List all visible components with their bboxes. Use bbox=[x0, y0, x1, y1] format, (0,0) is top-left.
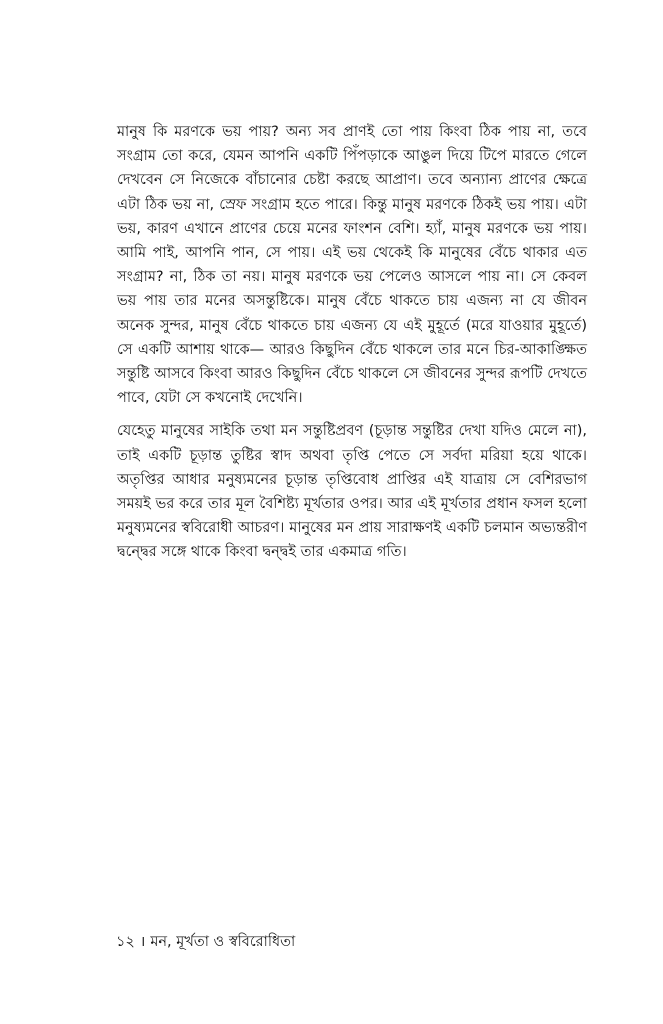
paragraph-2: যেহেতু মানুষের সাইকি তথা মন সন্তুষ্টিপ্রবণ (চূড়ান্ত সন্তুষ্টির দেখা যদিও মেলে না), তাই একটি চূড়ান্ত তুষ্টির স্বাদ অথবা তৃপ্তি পেতে সে সর্বদা মরিয়া হয়ে থাকে। অতৃপ্তির আধার মনুষ্যমনের চূড়ান্ত তৃপ্তিবোধ প্রাপ্তির এই যাত্রায় সে বেশিরভাগ সময়ই ভর করে তার মূল বৈশিষ্ট্য মূর্খতার ওপর। আর এই মূর্খতার প্রধান ফসল হলো মনুষ্যমনের স্ববিরোধী আচরণ। মানুষের মন প্রায় সারাক্ষণই একটি চলমান অভ্যন্তরীণ দ্বন্দ্বের সঙ্গে থাকে কিংবা দ্বন্দ্বই তার একমাত্র গতি। bbox=[117, 423, 587, 561]
page-footer bbox=[116, 932, 295, 952]
page-number: ১২ bbox=[116, 934, 135, 950]
body-text bbox=[117, 120, 587, 565]
book-title: মন, মূর্খতা ও স্ববিরোধিতা bbox=[150, 934, 296, 950]
footer-separator: । bbox=[139, 934, 146, 950]
paragraph-1: মানুষ কি মরণকে ভয় পায়? অন্য সব প্রাণই তো পায় কিংবা ঠিক পায় না, তবে সংগ্রাম তো করে, যেমন আপনি একটি পিঁপড়াকে আঙুল দিয়ে টিপে মারতে গেলে দেখবেন সে নিজেকে বাঁচানোর চেষ্টা করছে আপ্রাণ। তবে অন্যান্য প্রাণের ক্ষেত্রে এটা ঠিক ভয় না, স্রেফ সংগ্রাম হতে পারে। কিন্তু মানুষ মরণকে ঠিকই ভয় পায়। এটা ভয়, কারণ এখানে প্রাণের চেয়ে মনের ফাংশন বেশি। হ্যাঁ, মানুষ মরণকে ভয় পায়। আমি পাই, আপনি পান, সে পায়। এই ভয় থেকেই কি মানুষের বেঁচে থাকার এত সংগ্রাম? না, ঠিক তা নয়। মানুষ মরণকে ভয় পেলেও আসলে পায় না। সে কেবল ভয় পায় তার মনের অসন্তুষ্টিকে। মানুষ বেঁচে থাকতে চায় এজন্য না যে জীবন অনেক সুন্দর, মানুষ বেঁচে থাকতে চায় এজন্য যে এই মুহূর্তে (মরে যাওয়ার মুহূর্তে) সে একটি আশায় থাকে— আরও কিছুদিন বেঁচে থাকলে তার মনে চির-আকাঙ্ক্ষিত সন্তুষ্টি আসবে কিংবা আরও কিছুদিন বেঁচে থাকলে সে জীবনের সুন্দর রূপটি দেখতে পাবে, যেটা সে কখনোই দেখেনি। bbox=[117, 124, 587, 407]
